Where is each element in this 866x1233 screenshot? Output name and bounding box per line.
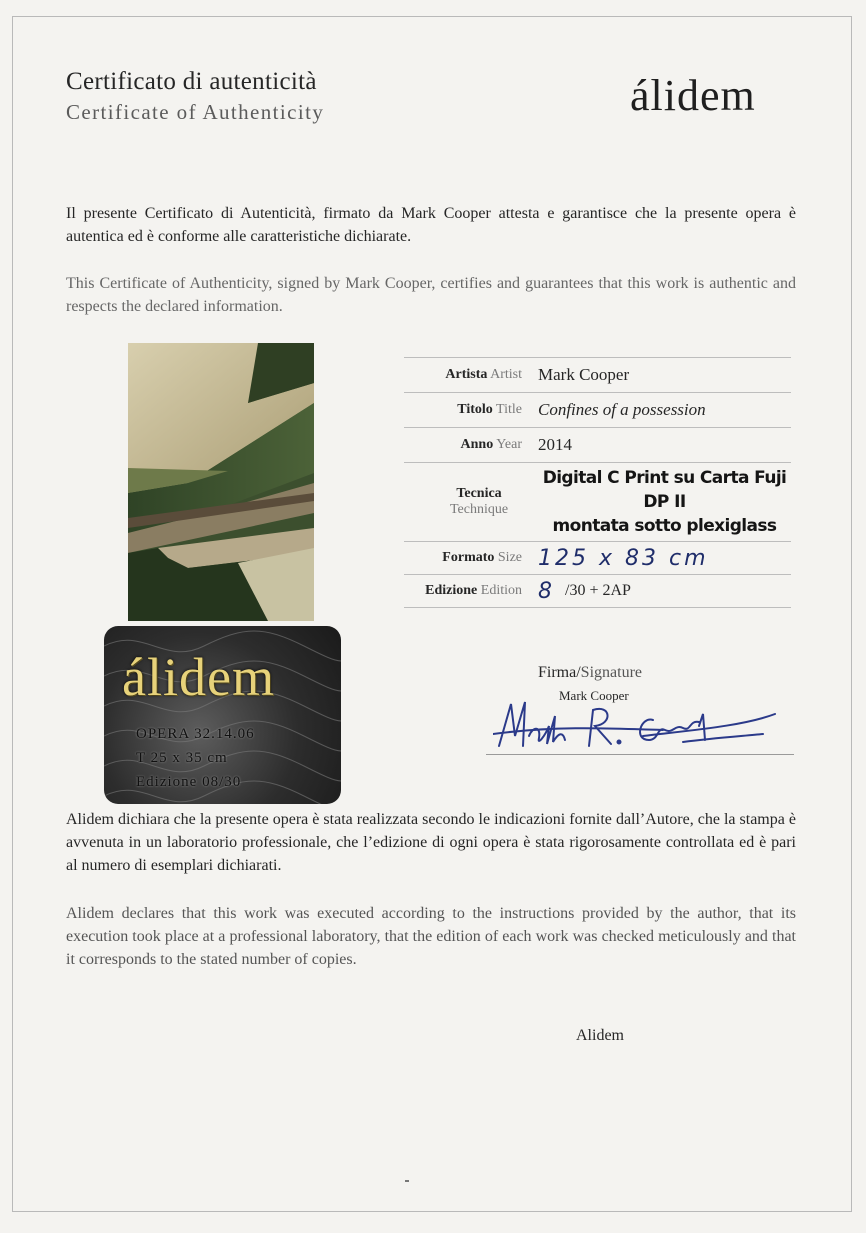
- technique-line-1: Digital C Print su Carta Fuji DP II: [542, 468, 787, 512]
- edition-label-en: Edition: [480, 583, 522, 598]
- signature-line: [486, 754, 794, 755]
- alidem-logo: [630, 70, 756, 121]
- size-label-en: Size: [497, 550, 522, 565]
- title-english: Certificate of Authenticity: [66, 100, 325, 124]
- technique-label-it: Tecnica: [456, 486, 502, 501]
- issuer-name: Alidem: [576, 1027, 624, 1044]
- edition-total: /30 + 2AP: [565, 582, 631, 599]
- paper-mark: [405, 1180, 409, 1182]
- hologram-line: T 25 x 35 cm: [136, 750, 228, 766]
- title-label: [404, 393, 534, 427]
- signature-label: [538, 664, 642, 682]
- title-value: Confines of a possession: [538, 400, 706, 419]
- artist-label-it: Artista: [445, 367, 488, 382]
- signature-name: Mark Cooper: [559, 688, 629, 703]
- year-label: [404, 428, 534, 462]
- technique-value: [534, 463, 791, 541]
- artwork-thumbnail: [128, 343, 314, 621]
- artist-value: Mark Cooper: [538, 365, 630, 384]
- year-value: 2014: [538, 435, 572, 454]
- hologram-line: OPERA 32.14.06: [136, 726, 255, 742]
- hologram-brand: álidem: [122, 647, 275, 707]
- intro-english: This Certificate of Authenticity, signed by Mark Cooper, certifies and guarantees that this work is authentic and respects the declared information.: [66, 275, 796, 315]
- details-table: [404, 357, 791, 608]
- declaration-english: Alidem declares that this work was executed according to the instructions provided by the author, that its execution took place at a professional laboratory, that the edition of each work was checked meticulously and that it corresponds to the stated number of copies.: [66, 905, 796, 968]
- technique-label-en: Technique: [449, 502, 509, 517]
- year-label-en: Year: [496, 437, 522, 452]
- technique-label: [404, 463, 534, 541]
- size-value: 125 x 83 cm: [538, 545, 709, 571]
- edition-number: 8: [538, 578, 555, 604]
- row-edition: [404, 574, 791, 608]
- edition-label: [404, 575, 534, 607]
- year-label-it: Anno: [460, 437, 494, 452]
- title-label-it: Titolo: [457, 402, 493, 417]
- row-title: [404, 392, 791, 427]
- title-italian: Certificato di autenticità: [66, 68, 317, 95]
- title-label-en: Title: [496, 402, 522, 417]
- intro-italian: Il presente Certificato di Autenticità, firmato da Mark Cooper attesta e garantisce che la presente opera è autentica ed è conforme alle caratteristiche dichiarate.: [66, 205, 796, 245]
- technique-line-2: montata sotto plexiglass: [552, 516, 777, 536]
- signature-label-en: Signature: [580, 664, 642, 681]
- signature-label-it: Firma/: [538, 664, 581, 681]
- row-size: [404, 541, 791, 574]
- hologram-seal: [104, 626, 341, 804]
- row-year: [404, 427, 791, 462]
- edition-value: [534, 575, 791, 607]
- artist-label-en: Artist: [490, 367, 522, 382]
- declaration-italian: Alidem dichiara che la presente opera è stata realizzata secondo le indicazioni fornite dall’Autore, che la stampa è avvenuta in un laboratorio professionale, che l’edizione di ogni opera è stata rigorosamente controllata ed è pari al numero di esemplari dichiarati.: [66, 811, 796, 874]
- logo-text: álidem: [630, 71, 756, 120]
- artist-label: [404, 358, 534, 392]
- row-technique: [404, 462, 791, 541]
- size-label: [404, 542, 534, 574]
- size-label-it: Formato: [442, 550, 495, 565]
- edition-label-it: Edizione: [425, 583, 478, 598]
- row-artist: [404, 357, 791, 392]
- artwork-image: [128, 343, 314, 621]
- hologram-line: Edizione 08/30: [136, 774, 242, 790]
- handwritten-signature: [493, 696, 783, 760]
